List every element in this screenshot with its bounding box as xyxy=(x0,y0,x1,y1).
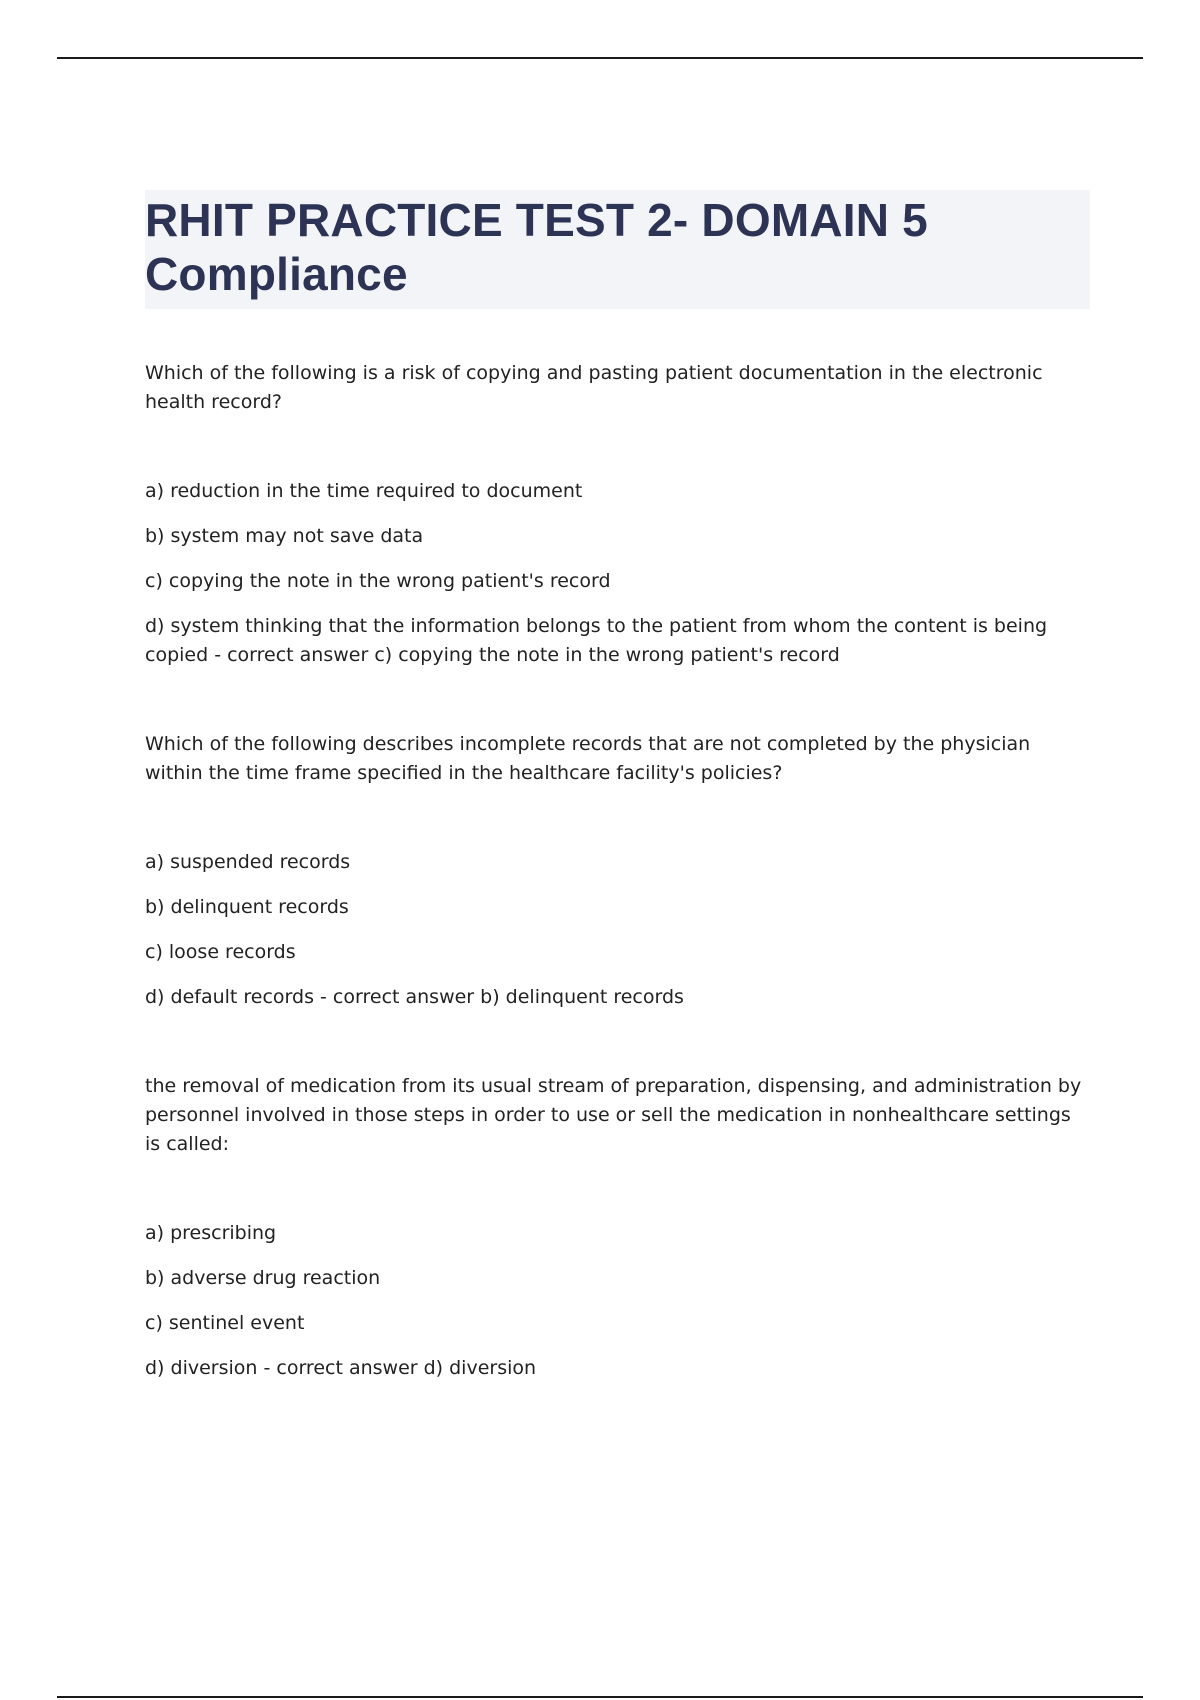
answer-option-b: b) adverse drug reaction xyxy=(145,1267,381,1289)
question-text: Which of the following describes incomplete records that are not completed by the physician within the time frame specified in the healthcare facility's policies? xyxy=(145,733,1031,784)
answer-option-b: b) delinquent records xyxy=(145,896,349,918)
answer-option-a: a) reduction in the time required to document xyxy=(145,480,583,502)
question-block-2 xyxy=(145,730,1090,1012)
title-line-2: Compliance xyxy=(145,248,408,300)
title-line-1: RHIT PRACTICE TEST 2- DOMAIN 5 xyxy=(145,194,928,246)
answer-option-d: d) system thinking that the information belongs to the patient from whom the content is being copied - correct answer c) copying the note in the wrong patient's record xyxy=(145,615,1048,666)
document-content xyxy=(145,190,1090,1383)
page-title xyxy=(145,193,1090,301)
answer-option-d: d) diversion - correct answer d) diversion xyxy=(145,1357,537,1379)
answer-option-c: c) loose records xyxy=(145,941,296,963)
answer-option-c: c) sentinel event xyxy=(145,1312,305,1334)
answer-options xyxy=(145,848,1090,1012)
question-text: the removal of medication from its usual stream of preparation, dispensing, and administration by personnel involved in those steps in order to use or sell the medication in nonhealthcare settings is called: xyxy=(145,1075,1082,1155)
question-block-3 xyxy=(145,1072,1090,1383)
answer-options xyxy=(145,1219,1090,1383)
answer-option-a: a) prescribing xyxy=(145,1222,277,1244)
question-block-1 xyxy=(145,359,1090,670)
question-text: Which of the following is a risk of copying and pasting patient documentation in the electronic health record? xyxy=(145,362,1043,413)
top-divider xyxy=(57,57,1143,59)
title-banner xyxy=(145,190,1090,309)
answer-option-b: b) system may not save data xyxy=(145,525,424,547)
bottom-divider xyxy=(57,1696,1143,1698)
answer-option-d: d) default records - correct answer b) delinquent records xyxy=(145,986,684,1008)
answer-option-c: c) copying the note in the wrong patient's record xyxy=(145,570,611,592)
answer-options xyxy=(145,477,1090,670)
answer-option-a: a) suspended records xyxy=(145,851,351,873)
